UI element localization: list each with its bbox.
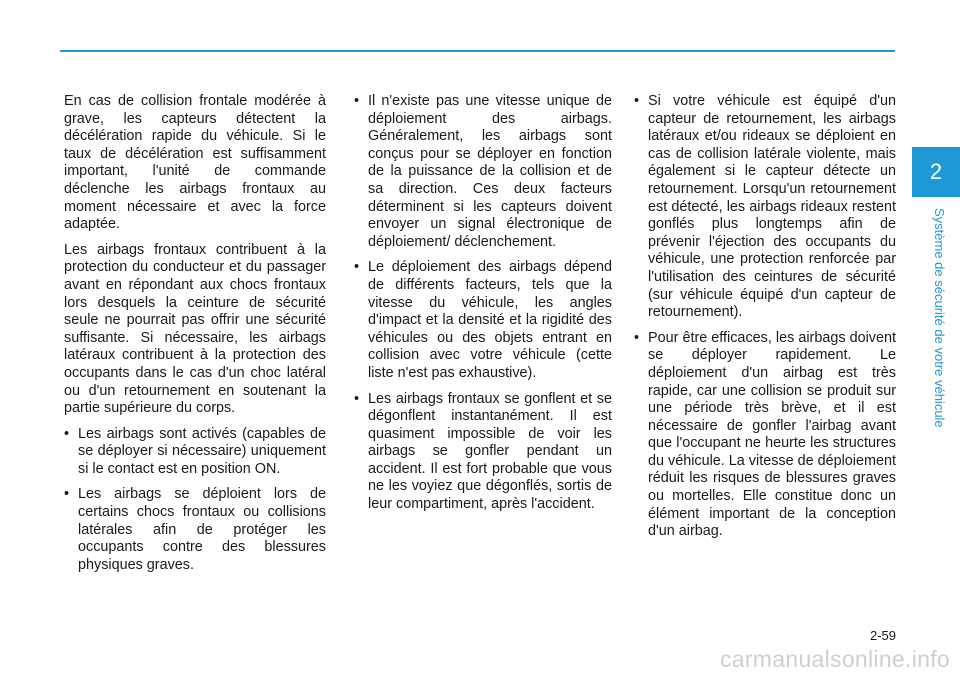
- bullet-text: Pour être efficaces, les airbags doivent se déployer rapidement. Le déploiement d'un airbag est très rapide, car une collision se produit sur une période très brève, et il est nécessaire de gonfler l'airbag avant que l'occupant ne heurte les structures du véhicule. La vitesse de déploiement réduit les risques de blessures graves ou mortelles. Elle constitue donc un élément important de la conception d'un airbag.: [648, 329, 896, 540]
- text-column-3: [634, 93, 896, 549]
- bullet-text: Les airbags frontaux se gonflent et se dégonflent instantanément. Il est quasiment impossible de voir les airbags se gonfler pendant un accident. Il est fort probable que vous ne les voyiez que dégonflés, sortis de leur compartiment, après l'accident.: [368, 390, 612, 513]
- text-column-1: [64, 93, 326, 582]
- bullet-item: [354, 391, 612, 514]
- bullet-icon: •: [634, 93, 640, 109]
- bullet-text: Les airbags se déploient lors de certains chocs frontaux ou collisions latérales afin de protéger les occupants contre des blessures physiques graves.: [78, 486, 326, 573]
- chapter-number: 2: [929, 159, 943, 184]
- page-number: 2-59: [869, 628, 896, 643]
- paragraph: En cas de collision frontale modérée à grave, les capteurs détectent la décélération rapide du véhicule. Si le taux de décélération est suffisamment important, l'unité de commande déclenche les airbags frontaux au moment nécessaire et avec la force adaptée.: [64, 93, 326, 233]
- bullet-text: Les airbags sont activés (capables de se déployer si nécessaire) uniquement si le contact est en position ON.: [78, 425, 326, 477]
- chapter-tab: [912, 147, 960, 197]
- bullet-item: [64, 486, 326, 574]
- bullet-item: [354, 93, 612, 251]
- bullet-icon: •: [354, 390, 360, 407]
- bullet-text: Le déploiement des airbags dépend de différents facteurs, tels que la vitesse du véhicule, les angles d'impact et la densité et la rigidité des véhicules ou des objets entrant en collision avec votre véhicule (cette liste n'est pas exhaustive).: [368, 259, 612, 381]
- bullet-icon: •: [634, 329, 640, 346]
- text-column-2: [354, 93, 612, 522]
- bullet-text: Il n'existe pas une vitesse unique de déploiement des airbags. Généralement, les airbags sont conçus pour se déployer en fonction de la puissance de la collision et de sa direction. Ces deux facteurs déterminent si les capteurs doivent envoyer un signal électronique de déploiement/ déclenchement.: [368, 93, 612, 250]
- watermark: carmanualsonline.info: [719, 646, 950, 672]
- bullet-icon: •: [354, 259, 360, 276]
- bullet-icon: •: [64, 425, 70, 442]
- chapter-title: Système de sécurité de votre véhicule: [932, 208, 947, 428]
- bullet-icon: •: [354, 93, 360, 109]
- bullet-item: [634, 330, 896, 541]
- bullet-item: [354, 259, 612, 382]
- bullet-item: [64, 426, 326, 479]
- bullet-item: [634, 93, 896, 322]
- bullet-text: Si votre véhicule est équipé d'un capteur de retournement, les airbags latéraux et/ou rideaux se déploient en cas de collision latérale violente, mais également si le capteur détecte un retournement. Lorsqu'un retournement est détecté, les airbags rideaux restent gonflés plus longtemps afin de prévenir l'éjection des occupants du véhicule, une protection renforcée par l'utilisation des ceintures de sécurité (sur véhicule équipé d'un capteur de retournement).: [648, 93, 896, 321]
- header-rule: [60, 50, 895, 52]
- bullet-icon: •: [64, 486, 70, 503]
- paragraph: Les airbags frontaux contribuent à la protection du conducteur et du passager avant en répondant aux chocs frontaux lors desquels la ceinture de sécurité seule ne pourrait pas offrir une sécurité suffisante. Si nécessaire, les airbags latéraux contribuent à la protection des occupants dans le cas d'un choc latéral ou d'un retournement en soutenant la partie supérieure du corps.: [64, 241, 326, 417]
